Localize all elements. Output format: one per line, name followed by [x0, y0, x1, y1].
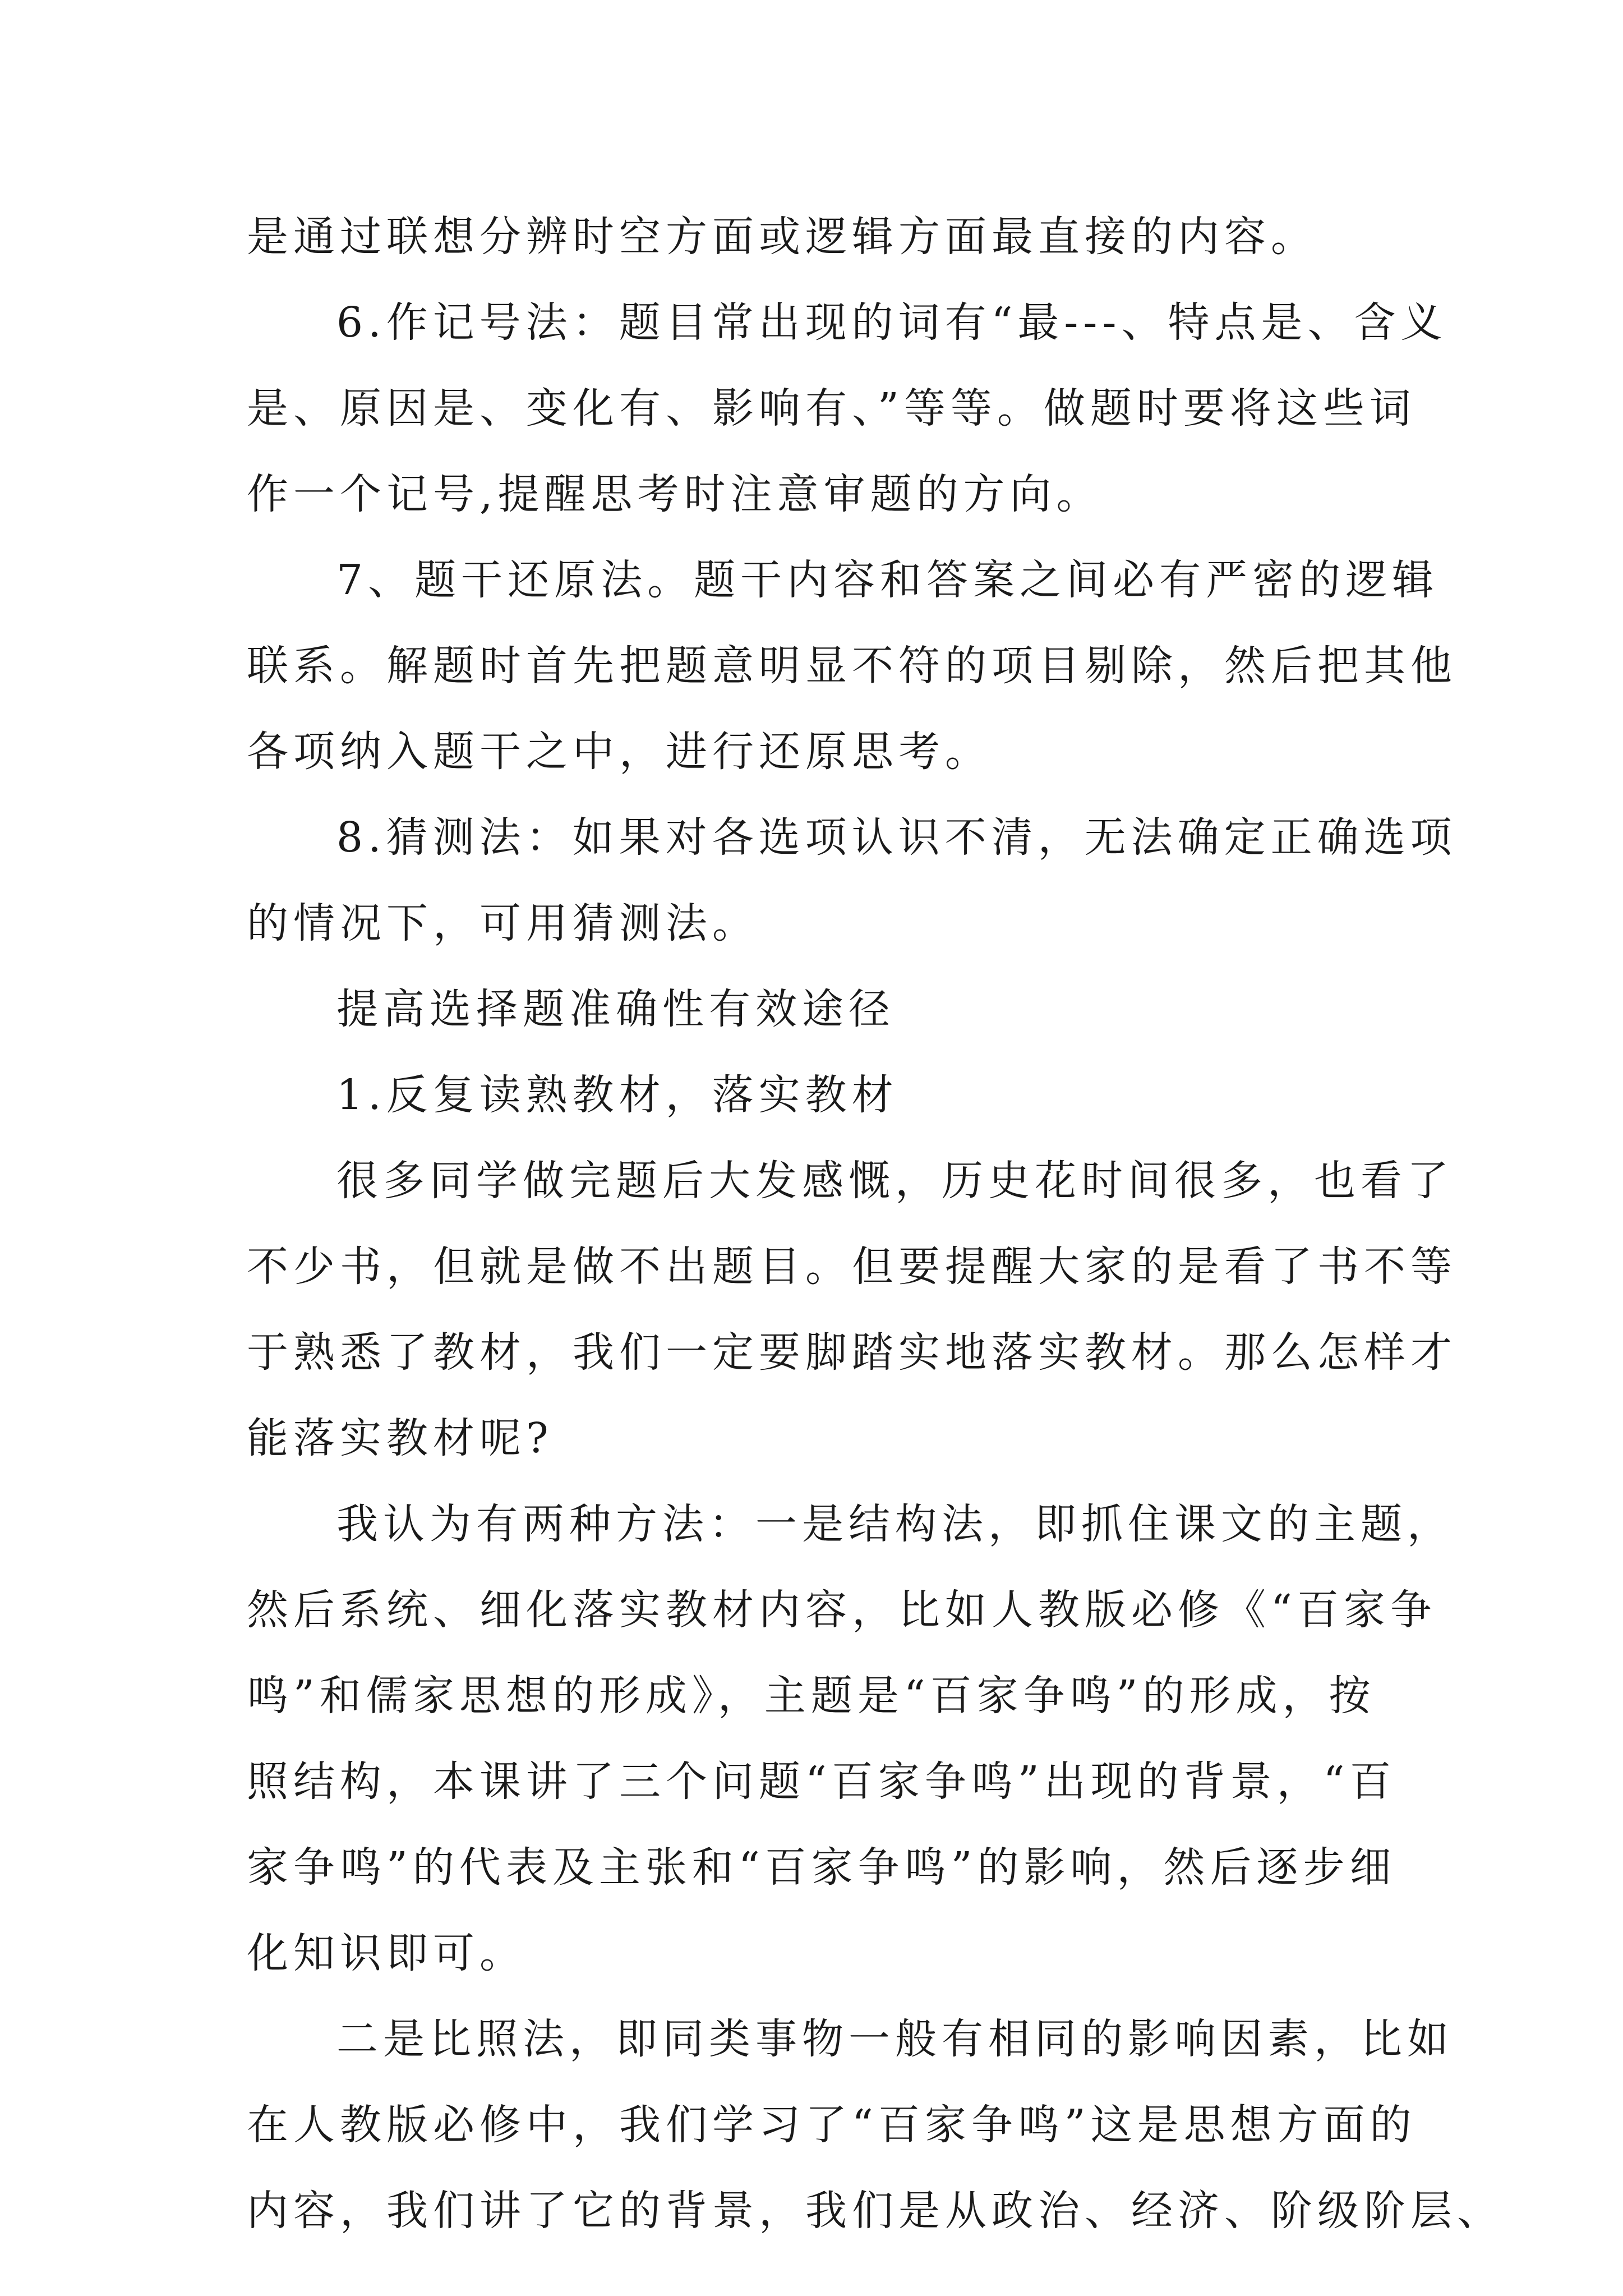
text-line: 是、原因是、变化有、影响有、”等等。做题时要将这些词 — [247, 384, 1416, 432]
text-line: 内容，我们讲了它的背景，我们是从政治、经济、阶级阶层、 — [247, 2187, 1504, 2235]
text-line: 作一个记号,提醒思考时注意审题的方向。 — [247, 470, 1103, 518]
paragraph-line: 7、题干还原法。题干内容和答案之间必有严密的逻辑 — [336, 556, 1439, 604]
paragraph-line: 6.作记号法：题目常出现的词有“最---、特点是、含义 — [336, 298, 1447, 347]
paragraph-line: 二是比照法，即同类事物一般有相同的影响因素，比如 — [336, 2015, 1454, 2063]
paragraph-line: 8.猜测法：如果对各选项认识不清，无法确定正确选项 — [336, 813, 1457, 862]
text-line: 于熟悉了教材，我们一定要脚踏实地落实教材。那么怎样才 — [247, 1328, 1457, 1377]
text-line: 各项纳入题干之中，进行还原思考。 — [247, 728, 992, 776]
text-line: 在人教版必修中，我们学习了“百家争鸣”这是思想方面的 — [247, 2101, 1417, 2149]
text-line: 化知识即可。 — [247, 1929, 526, 1977]
text-line: 联系。解题时首先把题意明显不符的项目剔除，然后把其他 — [247, 642, 1457, 690]
text-line: 不少书，但就是做不出题目。但要提醒大家的是看了书不等 — [247, 1243, 1457, 1291]
text-line: 照结构，本课讲了三个问题“百家争鸣”出现的背景，“百 — [247, 1757, 1396, 1806]
text-line: 鸣”和儒家思想的形成》，主题是“百家争鸣”的形成，按 — [247, 1672, 1376, 1720]
paragraph-line: 很多同学做完题后大发感慨，历史花时间很多，也看了 — [336, 1157, 1454, 1205]
text-line: 是通过联想分辨时空方面或逻辑方面最直接的内容。 — [247, 213, 1317, 261]
section-heading: 提高选择题准确性有效途径 — [336, 985, 895, 1033]
text-line: 能落实教材呢? — [247, 1414, 554, 1462]
subsection-heading: 1.反复读熟教材，落实教材 — [336, 1071, 898, 1119]
text-line: 家争鸣”的代表及主张和“百家争鸣”的影响，然后逐步细 — [247, 1843, 1396, 1892]
paragraph-line: 我认为有两种方法：一是结构法，即抓住课文的主题， — [336, 1500, 1454, 1548]
text-line: 然后系统、细化落实教材内容，比如人教版必修《“百家争 — [247, 1586, 1437, 1634]
text-line: 的情况下，可用猜测法。 — [247, 899, 759, 947]
